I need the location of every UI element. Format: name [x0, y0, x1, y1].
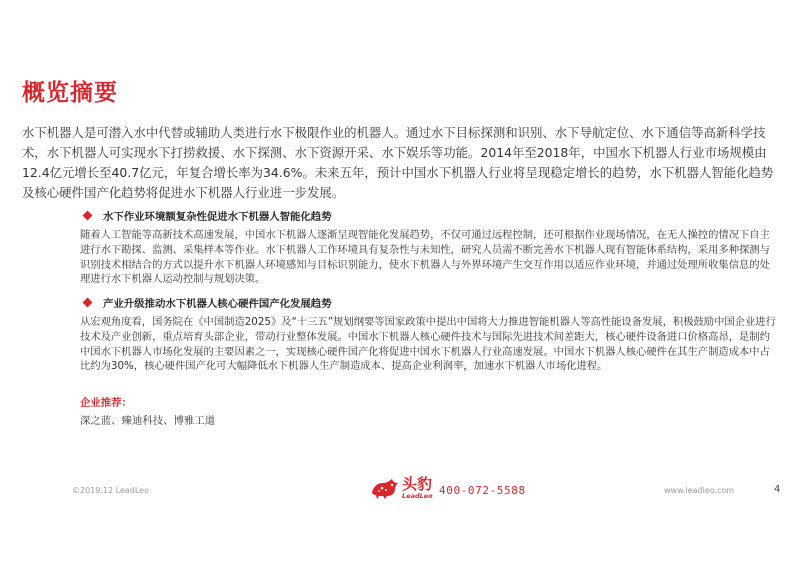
- page-number: 4: [774, 484, 781, 495]
- key-point-heading: 水下作业环境额复杂性促进水下机器人智能化趋势: [103, 211, 332, 223]
- logo-english-text: LeadLeo: [402, 491, 433, 500]
- intro-paragraph: 水下机器人是可潜入水中代替或辅助人类进行水下极限作业的机器人。通过水下目标探测和识别、水下导航定位、水下通信等高新科学技术，水下机器人可实现水下打捞救援、水下探测、水下资源开采、水下娱乐等功能。2014年至2018年，中国水下机器人行业市场规模由12.4亿元增长至40.7亿元，年复合增长率为34.6%。未来五年，预计中国水下机器人行业将呈现稳定增长的趋势，水下机器人智能化趋势及核心硬件国产化趋势将促进水下机器人行业进一步发展。: [22, 125, 774, 200]
- footer-copyright: ©2019.12 LeadLeo: [72, 486, 149, 495]
- logo-wordmark: [402, 474, 433, 500]
- brand-logo: [370, 476, 433, 500]
- key-point-intelligence: [80, 208, 780, 287]
- logo-chinese-text: 头豹: [402, 474, 433, 493]
- page-title: 概览摘要: [22, 80, 118, 106]
- key-point-body: 随着人工智能等高新技术高速发展，中国水下机器人逐渐呈现智能化发展趋势，不仅可通过远程控制，还可根据作业现场情况，在无人操控的情况下自主进行水下勘探、监测、采集样本等作业。水下机器人工作环境具有复杂性与未知性，研究人员需不断完善水下机器人现有智能体系结构，采用多种探测与识别技术相结合的方式以提升水下机器人环境感知与目标识别能力，使水下机器人与外界环境产生交互作用以适应作业环境，并通过处理所收集信息的处理进行水下机器人运动控制与规划决策。: [80, 229, 770, 286]
- key-point-heading: 产业升级推动水下机器人核心硬件国产化发展趋势: [103, 298, 332, 310]
- recommend-companies: 深之蓝、臻迪科技、博雅工道: [80, 415, 216, 427]
- recommend-label: 企业推荐：: [80, 397, 132, 409]
- leopard-logo-icon: [370, 476, 400, 500]
- contact-phone: 400-072-5588: [439, 484, 526, 497]
- diamond-bullet-icon: [83, 211, 93, 221]
- diamond-bullet-icon: [83, 298, 93, 308]
- footer-website: www.leadleo.com: [664, 486, 735, 495]
- key-point-header: [80, 208, 780, 223]
- key-point-body: 从宏观角度看，国务院在《中国制造2025》及“十三五”规划纲要等国家政策中提出中国将大力推进智能机器人等高性能设备发展，积极鼓励中国企业进行技术及产业创新，重点培育头部企业，带动行业整体发展。中国水下机器人核心硬件技术与国际先进技术间差距大，核心硬件设备进口价格高昂，是制约中国水下机器人市场化发展的主要因素之一，实现核心硬件国产化将促进中国水下机器人行业高速发展。中国水下机器人核心硬件在其生产制造成本中占比约为30%，核心硬件国产化可大幅降低水下机器人生产制造成本、提高企业利润率，加速水下机器人市场化进程。: [80, 316, 776, 373]
- key-point-localization: [80, 295, 780, 374]
- key-point-header: [80, 295, 780, 310]
